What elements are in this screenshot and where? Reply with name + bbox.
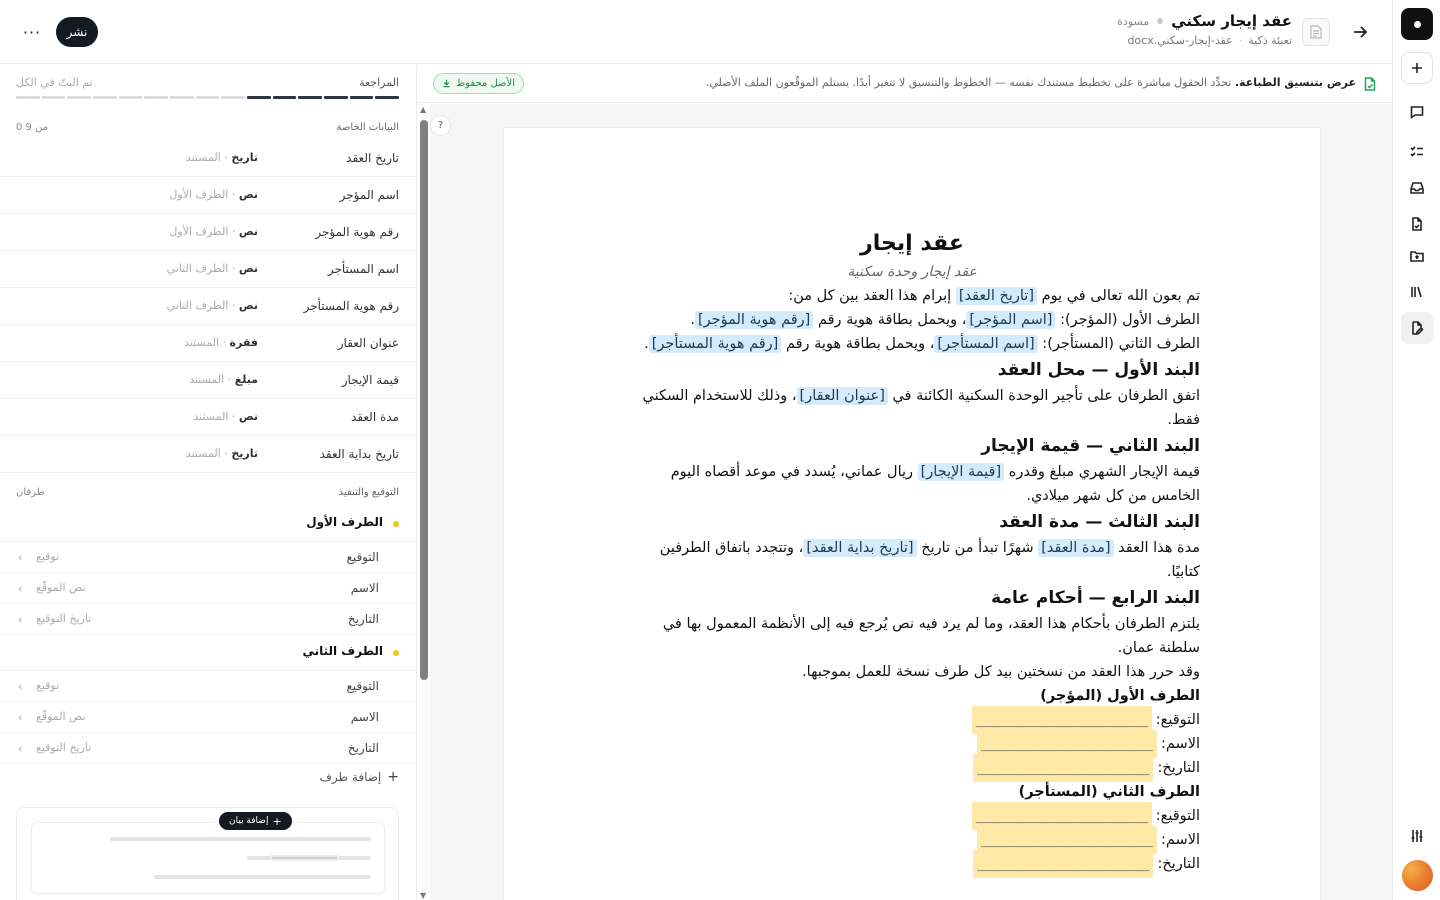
party-field-label: التاريخ <box>347 612 379 626</box>
checklist-icon[interactable] <box>1401 136 1433 168</box>
document-title-block <box>1117 12 1292 47</box>
sign-date-field[interactable]: ______________________ <box>973 850 1153 878</box>
progress-segment <box>247 96 271 99</box>
party-one-title: الطرف الأول (المؤجر) <box>1040 688 1200 704</box>
field-token[interactable]: [اسم المستأجر] <box>934 335 1037 353</box>
info-bold: عرض بتنسيق الطباعة. <box>1234 76 1356 89</box>
progress-segment <box>273 96 297 99</box>
party-status-dot <box>393 650 399 656</box>
field-row[interactable] <box>0 177 416 214</box>
doc-paragraph: قيمة الإيجار الشهري مبلغ وقدره [قيمة الإيجار] ريال عماني، يُسدد في موعد أقصاه اليوم الخامس من كل شهر ميلادي. <box>670 464 1200 504</box>
page-title[interactable]: عقد إيجار سكني <box>1171 12 1292 30</box>
doc-subtitle: عقد إيجار وحدة سكنية <box>847 264 977 280</box>
field-token[interactable]: [تاريخ بداية العقد] <box>803 539 916 557</box>
field-type: نص <box>238 225 258 238</box>
date-label: التاريخ: <box>1157 760 1200 776</box>
party-field-row[interactable] <box>0 733 416 764</box>
status-dot <box>1157 18 1163 24</box>
add-party-button[interactable] <box>319 769 399 785</box>
field-meta: تاريخ · المستند <box>185 447 258 460</box>
doc-title: عقد إيجار <box>860 231 964 256</box>
progress-segment <box>42 96 66 99</box>
plus-icon[interactable] <box>1401 52 1433 84</box>
progress-segment <box>375 96 399 99</box>
field-name: اسم المستأجر <box>327 262 399 276</box>
field-type: نص <box>238 188 258 201</box>
field-name: قيمة الإيجار <box>341 373 399 387</box>
scrollbar-thumb[interactable] <box>420 120 428 680</box>
scroll-down-icon[interactable]: ▼ <box>420 891 427 900</box>
party-field-value: توقيع <box>36 550 60 563</box>
signature-line <box>624 708 1200 732</box>
field-type: مبلغ <box>234 373 258 386</box>
field-meta: نص · الطرف الأول <box>169 225 258 238</box>
add-data-placeholder <box>31 822 385 894</box>
progress-segment <box>298 96 322 99</box>
field-source: المستند <box>184 336 220 349</box>
progress-segment <box>119 96 143 99</box>
party-field-row[interactable] <box>0 542 416 573</box>
field-type: نص <box>238 410 258 423</box>
field-source: الطرف الثاني <box>166 299 229 312</box>
party-field-row[interactable] <box>0 702 416 733</box>
field-row[interactable] <box>0 399 416 436</box>
date-line <box>624 852 1200 876</box>
plus-icon: + <box>272 814 282 828</box>
chevron-left-icon: ‹ <box>18 582 23 595</box>
section-title: التوقيع والتنفيذ <box>338 487 399 498</box>
help-button[interactable]: ? <box>430 115 451 136</box>
field-row[interactable] <box>0 362 416 399</box>
mode-label: تعبئة ذكية <box>1248 34 1292 47</box>
field-name: اسم المؤجر <box>339 188 399 202</box>
scroll-up-icon[interactable]: ▲ <box>420 105 427 114</box>
date-label: التاريخ: <box>1157 856 1200 872</box>
doc-paragraph: اتفق الطرفان على تأجير الوحدة السكنية الكائنة في [عنوان العقار]، وذلك للاستخدام السكني فقط. <box>642 388 1200 428</box>
party-field-row[interactable] <box>0 573 416 604</box>
progress-segment <box>324 96 348 99</box>
party-name: الطرف الثاني <box>302 644 383 658</box>
party-field-row[interactable] <box>0 604 416 635</box>
folder-icon[interactable] <box>1401 240 1433 272</box>
name-line <box>624 732 1200 756</box>
review-panel <box>0 65 417 900</box>
doc-paragraph: يلتزم الطرفان بأحكام هذا العقد، وما لم يرد فيه نص يُرجع فيه إلى الأنظمة المعمول بها في سلطنة عمان. <box>662 616 1200 656</box>
file-icon <box>1302 18 1330 46</box>
signature-field[interactable]: ______________________ <box>972 706 1152 734</box>
name-label: الاسم: <box>1161 736 1200 752</box>
field-token[interactable]: [مدة العقد] <box>1038 539 1113 557</box>
chevron-left-icon: ‹ <box>18 742 23 755</box>
review-label: المراجعة <box>359 76 399 89</box>
field-name: رقم هوية المؤجر <box>315 225 399 239</box>
info-body: تحدِّد الحقول مباشرة على تخطيط مستندك نفسه — الخطوط والتنسيق لا تتغير أبدًا. يستلم الموقّعون الملف الأصلي. <box>705 76 1232 89</box>
sig-label: التوقيع: <box>1155 808 1200 824</box>
field-name: مدة العقد <box>351 410 399 424</box>
progress-segment <box>221 96 245 99</box>
field-meta: مبلغ · المستند <box>189 373 258 386</box>
party-field-label: الاسم <box>350 710 379 724</box>
progress-segment <box>350 96 374 99</box>
signer-name-field[interactable]: ______________________ <box>977 730 1157 758</box>
skeleton-pill <box>270 855 339 861</box>
progress-segment <box>16 96 40 99</box>
signing-header <box>0 481 416 505</box>
field-type: فقرة <box>229 336 258 349</box>
party-field-label: التوقيع <box>346 679 379 693</box>
date-line <box>624 756 1200 780</box>
doc-heading: البند الثاني — قيمة الإيجار <box>981 436 1200 456</box>
doc-paragraph: تم بعون الله تعالى في يوم [تاريخ العقد] إبرام هذا العقد بين كل من: <box>788 288 1200 304</box>
field-source: المستند <box>193 410 229 423</box>
chevron-left-icon: ‹ <box>18 711 23 724</box>
doc-paragraph: مدة هذا العقد [مدة العقد] شهرًا تبدأ من تاريخ [تاريخ بداية العقد]، وتتجدد باتفاق الطرفين كتابيًا. <box>659 540 1200 580</box>
doc-paragraph: الطرف الأول (المؤجر): [اسم المؤجر]، ويحمل بطاقة هوية رقم [رقم هوية المؤجر]. <box>690 312 1200 328</box>
field-type: نص <box>238 299 258 312</box>
doc-paragraph: الطرف الثاني (المستأجر): [اسم المستأجر]، ويحمل بطاقة هوية رقم [رقم هوية المستأجر]. <box>644 336 1200 352</box>
sign-date-field[interactable]: ______________________ <box>973 754 1153 782</box>
party-name: الطرف الأول <box>306 515 383 529</box>
add-data-button[interactable] <box>219 812 292 830</box>
document-page[interactable] <box>504 128 1320 900</box>
signer-name-field[interactable]: ______________________ <box>977 826 1157 854</box>
signature-line <box>624 804 1200 828</box>
doc-heading: البند الثالث — مدة العقد <box>999 512 1200 532</box>
plus-icon: + <box>387 769 399 785</box>
field-source: المستند <box>185 151 221 164</box>
add-data-label: إضافة بيان <box>229 816 269 826</box>
field-name: رقم هوية المستأجر <box>303 299 399 313</box>
progress-segment <box>196 96 220 99</box>
field-meta: تاريخ · المستند <box>185 151 258 164</box>
field-token[interactable]: [رقم هوية المستأجر] <box>649 335 782 353</box>
more-options-icon[interactable]: ··· <box>22 22 42 42</box>
field-meta: نص · الطرف الثاني <box>166 262 258 275</box>
field-meta: نص · الطرف الثاني <box>166 299 258 312</box>
field-row[interactable] <box>0 288 416 325</box>
document-canvas[interactable] <box>430 104 1392 900</box>
field-meta: فقرة · المستند <box>184 336 258 349</box>
field-token[interactable]: [تاريخ العقد] <box>956 287 1037 305</box>
party-two-title: الطرف الثاني (المستأجر) <box>1018 784 1200 800</box>
header <box>0 0 1392 64</box>
field-row[interactable] <box>0 251 416 288</box>
field-token[interactable]: [اسم المؤجر] <box>966 311 1055 329</box>
field-name: عنوان العقار <box>337 336 399 350</box>
section-count: 0 من 9 <box>16 122 49 133</box>
party-field-label: التوقيع <box>346 550 379 564</box>
inbox-icon[interactable] <box>1401 172 1433 204</box>
chevron-left-icon: ‹ <box>18 613 23 626</box>
party-field-row[interactable] <box>0 671 416 702</box>
field-source: الطرف الأول <box>169 225 229 238</box>
chevron-left-icon: ‹ <box>18 680 23 693</box>
field-source: الطرف الأول <box>169 188 229 201</box>
private-data-header <box>0 116 416 140</box>
field-row[interactable] <box>0 325 416 362</box>
avatar[interactable] <box>1402 860 1433 891</box>
party-row[interactable] <box>0 506 416 542</box>
doc-heading: البند الأول — محل العقد <box>997 360 1200 380</box>
comment-icon[interactable] <box>1401 96 1433 128</box>
skeleton-line <box>154 875 371 879</box>
library-icon[interactable] <box>1401 276 1433 308</box>
party-field-value: نص الموقّع <box>36 710 86 723</box>
chevron-left-icon: ‹ <box>18 551 23 564</box>
info-bar <box>418 65 1392 103</box>
party-field-label: التاريخ <box>347 741 379 755</box>
field-meta: نص · المستند <box>193 410 258 423</box>
document-icon[interactable] <box>1401 208 1433 240</box>
doc-paragraph: وقد حرر هذا العقد من نسختين بيد كل طرف نسخة للعمل بموجبها. <box>802 664 1200 680</box>
progress-segment <box>170 96 194 99</box>
doc-heading: البند الرابع — أحكام عامة <box>991 588 1200 608</box>
party-field-value: تاريخ التوقيع <box>36 612 92 625</box>
field-name: تاريخ بداية العقد <box>319 447 399 461</box>
scrollbar[interactable] <box>418 105 430 900</box>
field-row[interactable] <box>0 436 416 473</box>
field-token[interactable]: [قيمة الإيجار] <box>918 463 1005 481</box>
sig-label: التوقيع: <box>1155 712 1200 728</box>
progress-segment <box>93 96 117 99</box>
all-decided-label: تم البتّ في الكل <box>16 76 93 89</box>
signature-field[interactable]: ______________________ <box>972 802 1152 830</box>
review-progress <box>16 96 399 100</box>
publish-button[interactable]: نشر <box>56 17 98 47</box>
icon-rail <box>1392 0 1440 900</box>
document-body <box>624 228 1200 876</box>
party-field-label: الاسم <box>350 581 379 595</box>
field-meta: نص · الطرف الأول <box>169 188 258 201</box>
status-badge: مسودة <box>1117 14 1150 28</box>
progress-segment <box>144 96 168 99</box>
party-field-value: تاريخ التوقيع <box>36 741 92 754</box>
original-saved-badge <box>433 73 524 94</box>
field-source: المستند <box>185 447 221 460</box>
field-source: المستند <box>189 373 225 386</box>
party-field-value: توقيع <box>36 679 60 692</box>
field-token[interactable]: [عنوان العقار] <box>797 387 888 405</box>
sliders-icon[interactable] <box>1401 820 1433 852</box>
progress-segment <box>67 96 91 99</box>
add-data-card <box>16 807 399 900</box>
arrow-right-icon[interactable] <box>1348 20 1372 44</box>
section-count: طرفان <box>16 487 45 498</box>
field-row[interactable] <box>0 214 416 251</box>
field-token[interactable]: [رقم هوية المؤجر] <box>695 311 813 329</box>
download-icon <box>442 79 451 88</box>
field-type: تاريخ <box>231 151 258 164</box>
skeleton-line <box>110 837 371 841</box>
field-type: نص <box>238 262 258 275</box>
name-line <box>624 828 1200 852</box>
name-label: الاسم: <box>1161 832 1200 848</box>
field-name: تاريخ العقد <box>346 151 399 165</box>
party-status-dot <box>393 521 399 527</box>
party-field-value: نص الموقّع <box>36 581 86 594</box>
document-check-icon <box>1364 76 1376 90</box>
logo-icon[interactable] <box>1401 8 1433 40</box>
party-row[interactable] <box>0 635 416 671</box>
edit-icon[interactable] <box>1401 312 1433 344</box>
separator: · <box>1238 34 1243 47</box>
field-row[interactable] <box>0 140 416 177</box>
saved-label: الأصل محفوظ <box>456 78 516 89</box>
section-title: البيانات الخاصة <box>336 122 399 133</box>
info-text <box>706 76 1356 89</box>
add-party-label: إضافة طرف <box>319 770 382 784</box>
field-source: الطرف الثاني <box>166 262 229 275</box>
field-type: تاريخ <box>231 447 258 460</box>
filename: عقد-إيجار-سكني.docx <box>1127 34 1233 47</box>
